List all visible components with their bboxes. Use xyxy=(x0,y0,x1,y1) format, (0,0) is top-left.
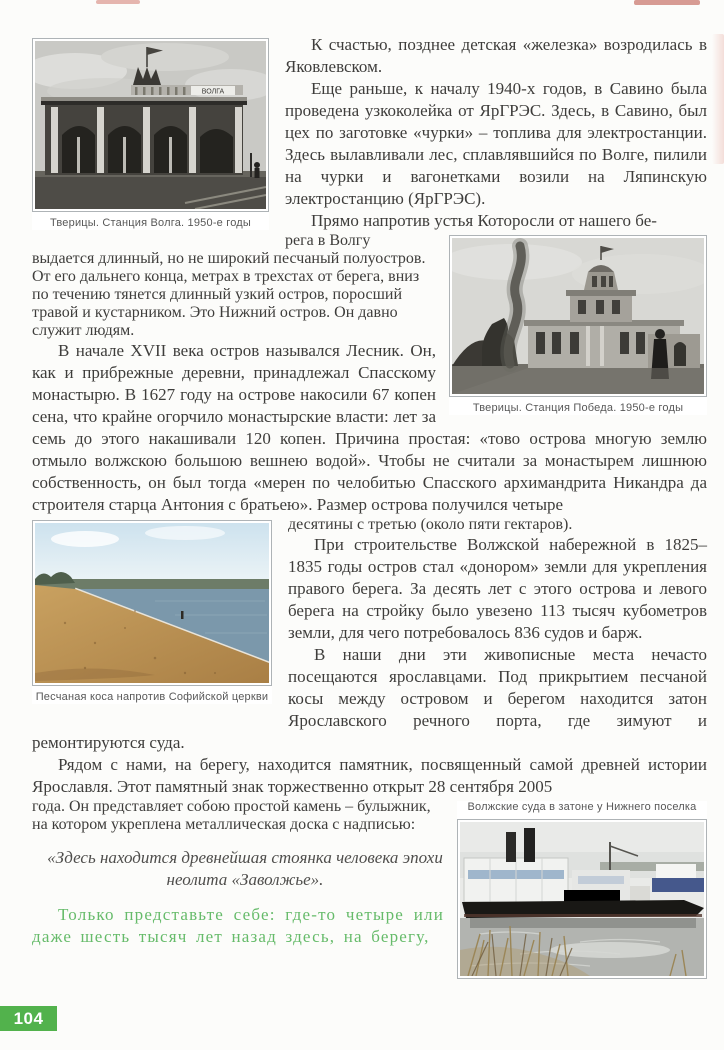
paragraph-monument-part2: года. Он представляет собою простой камень – булыжник, на котором укреплена металлическая доска с надписью: xyxy=(32,798,431,833)
paragraph-kotorosl-part1: Прямо напротив устья Которосли от нашего бе- xyxy=(311,211,657,230)
figure-station-volga xyxy=(32,38,269,230)
station-sign-text: ВОЛГА xyxy=(201,88,225,96)
caption-sand-spit: Песчаная коса напротив Софийской церкви xyxy=(35,691,269,703)
photo-station-pobeda xyxy=(449,235,707,397)
paragraph-lesnik-part2: десятины с третью (около пяти гектаров). xyxy=(288,516,573,533)
photo-sand-spit xyxy=(32,520,272,686)
paragraph-kotorosl-part2: рега в Волгу выдается длинный, но не широкий песчаный полуостров. От его дальнего конца, метрах в трехстах от берега, вниз по течению тянется длинный узкий остров, поросший травой и кустарником. Это Нижний остров. Он давно служит людям. xyxy=(32,232,426,339)
green-note-paragraph: Только представьте себе: где-то четыре или даже шесть тысяч лет назад здесь, на берегу, xyxy=(32,905,444,946)
page-content xyxy=(32,34,707,987)
scan-artifact-red-top-left xyxy=(96,0,140,4)
figure-volga-ships xyxy=(457,801,707,979)
scan-artifact-pink-right-edge xyxy=(712,34,724,164)
paragraph-yakovlevskoe: К счастью, позднее детская «железка» возродилась в Яковлевском. xyxy=(285,35,707,76)
figure-sand-spit xyxy=(32,520,272,704)
paragraph-embankment: При строительстве Волжской набережной в 1825–1835 годы остров стал «донором» земли для укрепления правого берега. За десять лет с этого острова и левого берега на стройку было увезено 113 тысяч кубометров земли, для чего потребовалось 836 судов и барж. xyxy=(288,535,707,642)
plaque-quote: «Здесь находится древнейшая стоянка человека эпохи неолита «Заволжье». xyxy=(47,848,443,889)
figure-station-pobeda xyxy=(449,235,707,415)
paragraph-monument xyxy=(32,754,707,798)
page-number-badge: 104 xyxy=(0,1006,57,1031)
caption-station-volga: Тверицы. Станция Волга. 1950-е годы xyxy=(49,217,252,229)
paragraph-lesnik-part1: В начале XVII века остров назывался Лесник. Он, как и прибрежные деревни, принадлежал Спасскому монастырю. В 1627 году на острове накосили 67 копен сена, что крайне огорчило монастырские власти: лет за семь до этого накашивали 120 копен. Причина простая: «тово острова многую землю отмыло волжскою большою вешнею водой». Чтобы не считали за монастырем лишнюю собственность, он был тогда «мерен по челобитью Спасского архимандрита Никандра да строителя старца Антония с братьею». Размер острова получился четыре xyxy=(32,341,707,514)
photo-volga-ships xyxy=(457,819,707,979)
caption-volga-ships: Волжские суда в затоне у Нижнего поселка xyxy=(467,801,697,813)
station-volga-illustration xyxy=(35,41,266,209)
station-pobeda-illustration xyxy=(452,238,704,394)
caption-station-pobeda: Тверицы. Станция Победа. 1950-е годы xyxy=(472,402,684,414)
paragraph-backwater: В наши дни эти живописные места нечасто посещаются ярославцами. Под прикрытием песчаной косы между островом и берегом находится затон Ярославского речного порта, где зимуют и ремонтируются суда. xyxy=(32,645,707,752)
paragraph-monument-part1: Рядом с нами, на берегу, находится памятник, посвященный самой древней истории Ярославля. Этот памятный знак торжественно открыт 28 сентября 2005 xyxy=(32,755,707,796)
volga-ships-illustration xyxy=(460,822,704,976)
photo-station-volga xyxy=(32,38,269,212)
scan-artifact-red-top-right xyxy=(634,0,700,5)
sand-spit-illustration xyxy=(35,523,269,683)
paragraph-savino-railway: Еще раньше, к началу 1940-х годов, в Савино была проведена узкоколейка от ЯрГРЭС. Здесь, в Савино, был цех по заготовке «чурки» – топлива для электростанции. Здесь вылавливали лес, сплавлявшийся по Волге, пилили на чурки и вагонетками возили на Ляпинскую электростанцию (ЯрГРЭС). xyxy=(285,79,707,208)
